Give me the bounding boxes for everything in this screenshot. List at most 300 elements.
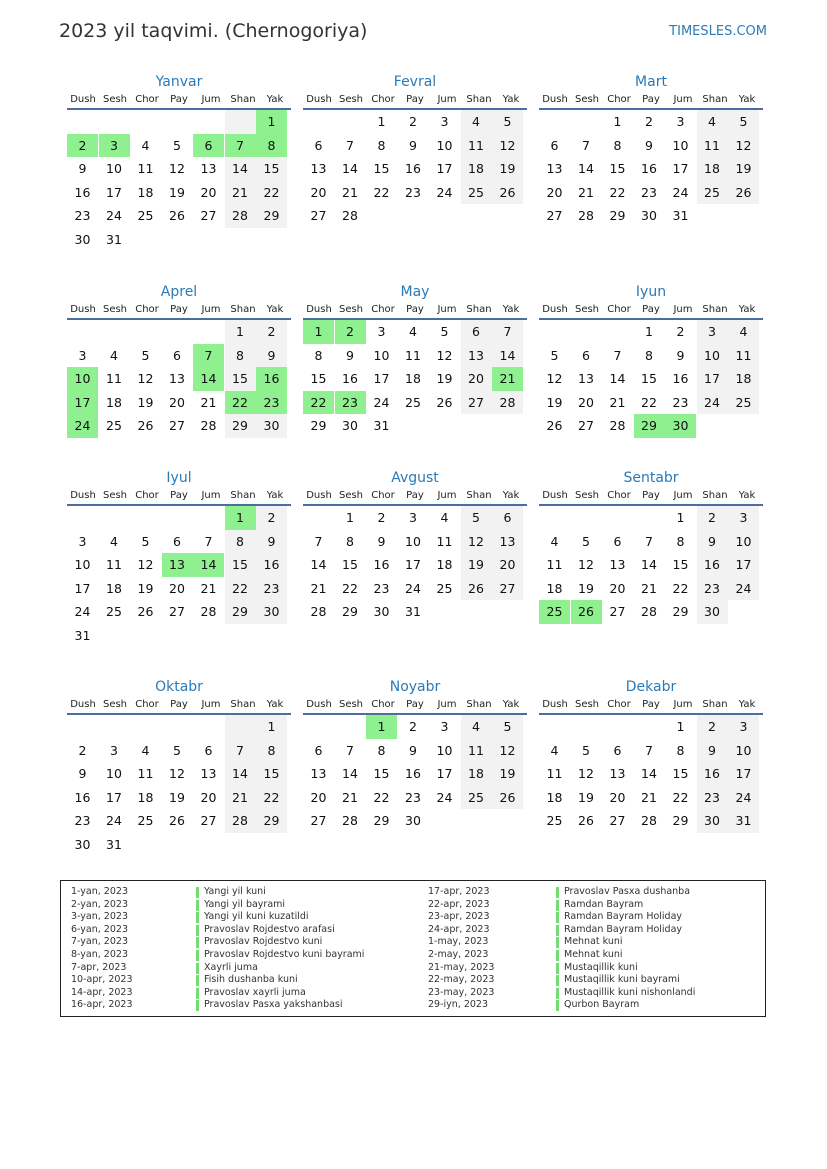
day-cell[interactable]: 9 [256,530,287,554]
day-cell[interactable]: 3 [676,114,685,129]
day-cell[interactable]: 30 [342,418,358,433]
day-cell[interactable]: 22 [225,577,256,601]
day-cell[interactable]: 17 [106,789,122,805]
day-cell[interactable]: 11 [697,134,728,158]
day-cell[interactable]: 18 [697,157,728,181]
day-cell[interactable]: 24 [405,580,421,596]
day-cell[interactable]: 9 [377,533,386,549]
day-cell[interactable]: 27 [200,208,217,223]
day-cell[interactable]: 25 [461,786,492,810]
day-cell[interactable]: 12 [137,557,154,572]
day-cell[interactable]: 19 [492,762,523,786]
day-cell[interactable]: 17 [67,391,98,415]
day-cell[interactable]: 19 [436,371,453,386]
day-cell[interactable]: 8 [225,344,256,368]
day-cell[interactable]: 17 [106,184,122,200]
day-cell[interactable]: 22 [256,181,287,205]
day-cell[interactable]: 26 [169,813,185,828]
day-cell[interactable]: 25 [137,813,154,828]
day-cell[interactable]: 8 [256,739,287,763]
day-cell[interactable]: 7 [645,742,653,758]
day-cell[interactable]: 14 [310,557,327,572]
day-cell[interactable]: 4 [550,742,559,758]
day-cell[interactable]: 20 [169,394,185,410]
day-cell[interactable]: 31 [373,418,390,433]
day-cell[interactable]: 3 [409,510,417,525]
day-cell[interactable]: 28 [342,208,358,223]
day-cell[interactable]: 29 [609,208,626,223]
day-cell[interactable]: 25 [461,181,492,205]
day-cell[interactable]: 27 [609,813,626,828]
day-cell[interactable]: 13 [461,344,492,368]
day-cell[interactable]: 13 [546,161,563,176]
day-cell[interactable]: 11 [106,557,122,572]
day-cell[interactable]: 11 [461,134,492,158]
day-cell[interactable]: 3 [728,715,759,739]
day-cell[interactable]: 1 [256,110,287,134]
day-cell[interactable]: 21 [578,184,594,200]
day-cell[interactable]: 3 [99,134,130,158]
day-cell[interactable]: 18 [728,367,759,391]
day-cell[interactable]: 26 [571,600,602,624]
day-cell[interactable]: 16 [256,367,287,391]
day-cell[interactable]: 5 [492,110,523,134]
day-cell[interactable]: 30 [641,208,657,223]
day-cell[interactable]: 23 [405,789,421,805]
day-cell[interactable]: 28 [200,418,217,433]
day-cell[interactable]: 7 [314,533,323,549]
day-cell[interactable]: 6 [461,320,492,344]
day-cell[interactable]: 1 [676,510,685,525]
day-cell[interactable]: 11 [546,766,563,781]
day-cell[interactable]: 9 [645,137,653,153]
day-cell[interactable]: 16 [672,371,689,386]
day-cell[interactable]: 30 [256,414,287,438]
day-cell[interactable]: 16 [74,789,91,805]
day-cell[interactable]: 2 [67,134,98,158]
day-cell[interactable]: 13 [310,766,327,781]
day-cell[interactable]: 29 [672,813,689,828]
day-cell[interactable]: 19 [492,157,523,181]
day-cell[interactable]: 10 [373,347,390,363]
day-cell[interactable]: 28 [225,204,256,228]
day-cell[interactable]: 1 [366,715,397,739]
day-cell[interactable]: 8 [676,742,685,758]
day-cell[interactable]: 11 [461,739,492,763]
day-cell[interactable]: 5 [440,324,449,339]
day-cell[interactable]: 8 [676,533,685,549]
day-cell[interactable]: 1 [346,510,354,525]
day-cell[interactable]: 20 [310,789,327,805]
day-cell[interactable]: 15 [373,161,390,176]
day-cell[interactable]: 1 [303,320,334,344]
day-cell[interactable]: 30 [697,600,728,624]
day-cell[interactable]: 27 [578,418,594,433]
day-cell[interactable]: 7 [204,533,213,549]
day-cell[interactable]: 28 [578,208,594,223]
day-cell[interactable]: 21 [641,580,657,596]
day-cell[interactable]: 7 [225,134,256,158]
day-cell[interactable]: 18 [546,789,563,805]
day-cell[interactable]: 24 [672,184,689,200]
day-cell[interactable]: 5 [582,742,590,758]
day-cell[interactable]: 7 [613,347,622,363]
day-cell[interactable]: 17 [728,553,759,577]
day-cell[interactable]: 8 [613,137,622,153]
day-cell[interactable]: 19 [578,789,594,805]
day-cell[interactable]: 27 [492,577,523,601]
day-cell[interactable]: 8 [346,533,354,549]
day-cell[interactable]: 7 [193,344,224,368]
day-cell[interactable]: 29 [342,604,358,619]
day-cell[interactable]: 11 [436,533,453,549]
day-cell[interactable]: 26 [546,418,563,433]
day-cell[interactable]: 5 [492,715,523,739]
day-cell[interactable]: 18 [436,557,453,572]
day-cell[interactable]: 24 [373,394,390,410]
day-cell[interactable]: 7 [225,739,256,763]
day-cell[interactable]: 15 [225,367,256,391]
day-cell[interactable]: 15 [342,557,358,572]
day-cell[interactable]: 25 [539,600,570,624]
day-cell[interactable]: 12 [436,347,453,363]
day-cell[interactable]: 26 [137,418,154,433]
day-cell[interactable]: 17 [697,367,728,391]
day-cell[interactable]: 18 [106,580,122,596]
day-cell[interactable]: 4 [141,742,150,758]
day-cell[interactable]: 17 [672,161,689,176]
day-cell[interactable]: 21 [200,394,217,410]
day-cell[interactable]: 13 [200,766,217,781]
day-cell[interactable]: 28 [342,813,358,828]
day-cell[interactable]: 30 [373,604,390,619]
day-cell[interactable]: 24 [697,391,728,415]
day-cell[interactable]: 11 [728,344,759,368]
day-cell[interactable]: 1 [377,114,386,129]
day-cell[interactable]: 31 [728,809,759,833]
day-cell[interactable]: 3 [728,506,759,530]
day-cell[interactable]: 22 [303,391,334,415]
day-cell[interactable]: 10 [106,766,122,781]
day-cell[interactable]: 15 [641,371,657,386]
day-cell[interactable]: 4 [110,533,118,549]
day-cell[interactable]: 21 [342,789,358,805]
day-cell[interactable]: 16 [342,371,358,386]
day-cell[interactable]: 13 [609,557,626,572]
day-cell[interactable]: 22 [609,184,626,200]
day-cell[interactable]: 29 [310,418,327,433]
day-cell[interactable]: 15 [672,557,689,572]
day-cell[interactable]: 8 [225,530,256,554]
day-cell[interactable]: 6 [173,347,181,363]
day-cell[interactable]: 31 [405,604,421,619]
day-cell[interactable]: 2 [697,506,728,530]
day-cell[interactable]: 22 [672,789,689,805]
day-cell[interactable]: 18 [137,184,154,200]
day-cell[interactable]: 4 [440,510,449,525]
day-cell[interactable]: 23 [672,394,689,410]
day-cell[interactable]: 8 [256,134,287,158]
day-cell[interactable]: 24 [728,577,759,601]
day-cell[interactable]: 27 [169,604,185,619]
day-cell[interactable]: 20 [492,553,523,577]
day-cell[interactable]: 4 [550,533,559,549]
day-cell[interactable]: 20 [200,184,217,200]
day-cell[interactable]: 18 [137,789,154,805]
day-cell[interactable]: 20 [609,580,626,596]
day-cell[interactable]: 15 [310,371,327,386]
day-cell[interactable]: 20 [578,394,594,410]
day-cell[interactable]: 5 [582,533,590,549]
day-cell[interactable]: 13 [310,161,327,176]
day-cell[interactable]: 1 [613,114,622,129]
day-cell[interactable]: 6 [582,347,590,363]
day-cell[interactable]: 10 [728,530,759,554]
day-cell[interactable]: 19 [461,553,492,577]
day-cell[interactable]: 11 [405,347,421,363]
day-cell[interactable]: 3 [78,347,87,363]
day-cell[interactable]: 9 [78,766,87,781]
day-cell[interactable]: 8 [377,742,386,758]
day-cell[interactable]: 20 [169,580,185,596]
day-cell[interactable]: 14 [342,161,358,176]
day-cell[interactable]: 23 [256,391,287,415]
day-cell[interactable]: 11 [137,161,154,176]
day-cell[interactable]: 12 [728,134,759,158]
day-cell[interactable]: 9 [346,347,354,363]
day-cell[interactable]: 25 [137,208,154,223]
day-cell[interactable]: 21 [609,394,626,410]
day-cell[interactable]: 24 [436,789,453,805]
day-cell[interactable]: 2 [409,114,417,129]
day-cell[interactable]: 4 [461,715,492,739]
site-link[interactable]: TIMESLES.COM [669,24,767,39]
day-cell[interactable]: 22 [225,391,256,415]
day-cell[interactable]: 29 [225,600,256,624]
day-cell[interactable]: 13 [578,371,594,386]
day-cell[interactable]: 19 [578,580,594,596]
day-cell[interactable]: 17 [74,580,91,596]
day-cell[interactable]: 12 [461,530,492,554]
day-cell[interactable]: 14 [609,371,626,386]
day-cell[interactable]: 5 [173,742,181,758]
day-cell[interactable]: 20 [609,789,626,805]
day-cell[interactable]: 6 [314,137,323,153]
day-cell[interactable]: 26 [578,813,594,828]
day-cell[interactable]: 15 [225,553,256,577]
day-cell[interactable]: 24 [74,604,91,619]
day-cell[interactable]: 10 [697,344,728,368]
day-cell[interactable]: 22 [256,786,287,810]
day-cell[interactable]: 31 [74,627,91,643]
day-cell[interactable]: 21 [310,580,327,596]
day-cell[interactable]: 18 [461,157,492,181]
day-cell[interactable]: 3 [697,320,728,344]
day-cell[interactable]: 19 [728,157,759,181]
day-cell[interactable]: 21 [342,184,358,200]
day-cell[interactable]: 22 [373,789,390,805]
day-cell[interactable]: 7 [582,137,590,153]
day-cell[interactable]: 28 [641,813,657,828]
day-cell[interactable]: 21 [225,786,256,810]
day-cell[interactable]: 23 [405,184,421,200]
day-cell[interactable]: 1 [676,719,685,734]
day-cell[interactable]: 16 [697,553,728,577]
day-cell[interactable]: 16 [405,766,421,781]
day-cell[interactable]: 2 [377,510,386,525]
day-cell[interactable]: 2 [78,742,87,758]
day-cell[interactable]: 3 [377,324,386,339]
day-cell[interactable]: 9 [256,344,287,368]
day-cell[interactable]: 23 [335,391,366,415]
day-cell[interactable]: 15 [373,766,390,781]
day-cell[interactable]: 31 [106,231,122,247]
day-cell[interactable]: 31 [106,836,122,852]
day-cell[interactable]: 10 [74,557,91,572]
day-cell[interactable]: 30 [405,813,421,828]
day-cell[interactable]: 4 [697,110,728,134]
day-cell[interactable]: 15 [256,762,287,786]
day-cell[interactable]: 12 [169,161,185,176]
day-cell[interactable]: 12 [137,371,154,386]
day-cell[interactable]: 10 [106,161,122,176]
day-cell[interactable]: 18 [405,371,421,386]
day-cell[interactable]: 23 [697,577,728,601]
day-cell[interactable]: 6 [314,742,323,758]
day-cell[interactable]: 2 [409,719,417,734]
day-cell[interactable]: 23 [641,184,657,200]
day-cell[interactable]: 1 [225,320,256,344]
day-cell[interactable]: 27 [310,208,327,223]
day-cell[interactable]: 29 [634,414,665,438]
day-cell[interactable]: 13 [200,161,217,176]
day-cell[interactable]: 19 [137,580,154,596]
day-cell[interactable]: 13 [169,371,185,386]
day-cell[interactable]: 10 [436,137,453,153]
day-cell[interactable]: 25 [728,391,759,415]
day-cell[interactable]: 28 [225,809,256,833]
day-cell[interactable]: 1 [225,506,256,530]
day-cell[interactable]: 15 [256,157,287,181]
day-cell[interactable]: 5 [173,137,181,153]
day-cell[interactable]: 14 [492,344,523,368]
day-cell[interactable]: 16 [373,557,390,572]
day-cell[interactable]: 14 [225,762,256,786]
day-cell[interactable]: 12 [578,766,594,781]
day-cell[interactable]: 9 [676,347,685,363]
day-cell[interactable]: 9 [409,137,417,153]
day-cell[interactable]: 5 [461,506,492,530]
day-cell[interactable]: 26 [169,208,185,223]
day-cell[interactable]: 23 [697,786,728,810]
day-cell[interactable]: 25 [405,394,421,410]
day-cell[interactable]: 16 [256,553,287,577]
day-cell[interactable]: 22 [672,580,689,596]
day-cell[interactable]: 11 [546,557,563,572]
day-cell[interactable]: 6 [204,742,213,758]
day-cell[interactable]: 30 [74,836,91,852]
day-cell[interactable]: 11 [137,766,154,781]
day-cell[interactable]: 3 [440,114,449,129]
day-cell[interactable]: 25 [546,813,563,828]
day-cell[interactable]: 14 [342,766,358,781]
day-cell[interactable]: 14 [578,161,594,176]
day-cell[interactable]: 4 [461,110,492,134]
day-cell[interactable]: 1 [645,324,653,339]
day-cell[interactable]: 27 [310,813,327,828]
day-cell[interactable]: 29 [373,813,390,828]
day-cell[interactable]: 15 [672,766,689,781]
day-cell[interactable]: 25 [436,580,453,596]
day-cell[interactable]: 2 [256,506,287,530]
day-cell[interactable]: 12 [578,557,594,572]
day-cell[interactable]: 30 [256,600,287,624]
day-cell[interactable]: 7 [645,533,653,549]
day-cell[interactable]: 28 [310,604,327,619]
day-cell[interactable]: 6 [193,134,224,158]
day-cell[interactable]: 24 [728,786,759,810]
day-cell[interactable]: 7 [346,742,354,758]
day-cell[interactable]: 8 [314,347,323,363]
day-cell[interactable]: 26 [461,577,492,601]
day-cell[interactable]: 14 [641,557,657,572]
day-cell[interactable]: 25 [106,418,122,433]
day-cell[interactable]: 10 [672,137,689,153]
day-cell[interactable]: 27 [169,418,185,433]
day-cell[interactable]: 12 [492,134,523,158]
day-cell[interactable]: 25 [697,181,728,205]
day-cell[interactable]: 4 [110,347,118,363]
day-cell[interactable]: 17 [728,762,759,786]
day-cell[interactable]: 10 [728,739,759,763]
day-cell[interactable]: 17 [436,161,453,176]
day-cell[interactable]: 26 [436,394,453,410]
day-cell[interactable]: 14 [641,766,657,781]
day-cell[interactable]: 19 [137,394,154,410]
day-cell[interactable]: 27 [546,208,563,223]
day-cell[interactable]: 9 [697,530,728,554]
day-cell[interactable]: 4 [141,137,150,153]
day-cell[interactable]: 8 [377,137,386,153]
day-cell[interactable]: 2 [645,114,653,129]
day-cell[interactable]: 17 [405,557,421,572]
day-cell[interactable]: 13 [609,766,626,781]
day-cell[interactable]: 19 [169,184,185,200]
day-cell[interactable]: 4 [409,324,417,339]
day-cell[interactable]: 9 [78,161,87,176]
day-cell[interactable]: 24 [67,414,98,438]
day-cell[interactable]: 5 [550,347,559,363]
day-cell[interactable]: 11 [106,371,122,386]
day-cell[interactable]: 23 [74,813,91,828]
day-cell[interactable]: 13 [162,553,193,577]
day-cell[interactable]: 28 [609,418,626,433]
day-cell[interactable]: 28 [200,604,217,619]
day-cell[interactable]: 29 [225,414,256,438]
day-cell[interactable]: 1 [256,715,287,739]
day-cell[interactable]: 28 [641,604,657,619]
day-cell[interactable]: 26 [137,604,154,619]
day-cell[interactable]: 12 [546,371,563,386]
day-cell[interactable]: 29 [256,809,287,833]
day-cell[interactable]: 16 [405,161,421,176]
day-cell[interactable]: 3 [110,742,118,758]
day-cell[interactable]: 4 [728,320,759,344]
day-cell[interactable]: 12 [492,739,523,763]
day-cell[interactable]: 18 [461,762,492,786]
day-cell[interactable]: 14 [225,157,256,181]
day-cell[interactable]: 21 [641,789,657,805]
